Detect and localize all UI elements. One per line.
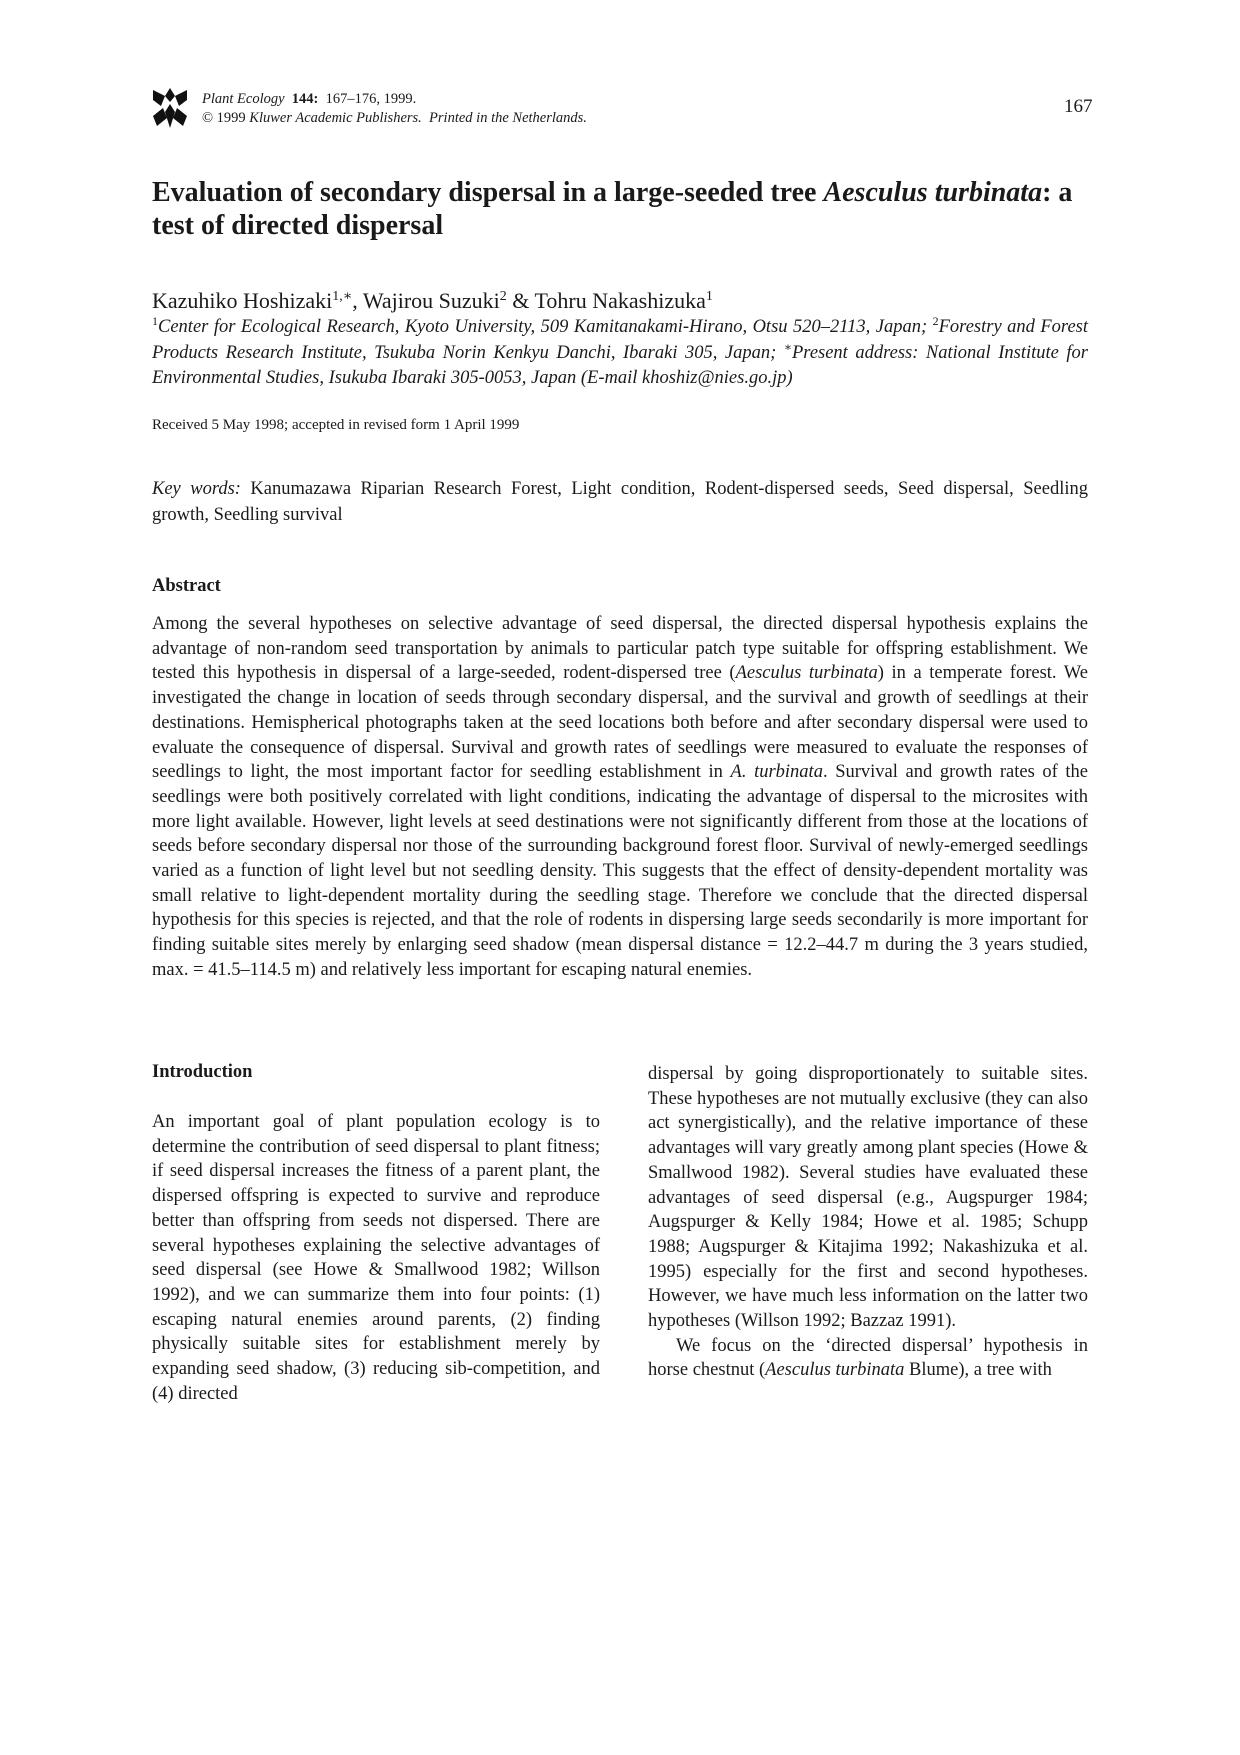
abstract-text-2: ) in a temperate forest. We investigated the change in location of seeds through secondary dispersal, and the survival and growth of seedlings at their destinations. Hemispherical photographs taken at the seed locations both before and after secondary dispersal were used to evaluate the consequence of dispersal. Survival and growth rates of seedlings were measured to evaluate the responses of seedlings to light, the most important factor for seedling establishment in xyxy=(152,663,1088,783)
author-1-marker: 1,∗ xyxy=(332,289,353,304)
author-separator: & xyxy=(506,288,535,313)
affiliation-1-marker: 1 xyxy=(152,314,158,328)
abstract-species-2: A. turbinata xyxy=(730,762,823,783)
journal-line-1 xyxy=(202,90,587,109)
author-2-marker: 2 xyxy=(499,289,507,304)
received-date: Received 5 May 1998; accepted in revised form 1 April 1999 xyxy=(152,417,520,433)
journal-citation xyxy=(202,90,587,128)
introduction-right-column xyxy=(648,1062,1088,1383)
printed-in: Printed in the Netherlands. xyxy=(429,110,587,126)
journal-name: Plant Ecology xyxy=(202,91,285,107)
title-part-2: : a test of directed dispersal xyxy=(152,177,1073,241)
affiliation-2: Forestry and Forest Products Research Institute, Tsukuba Norin Kenkyu Danchi, Ibaraki 305, Japan; xyxy=(152,317,1088,363)
journal-volume: 144: xyxy=(291,91,319,107)
journal-line-2 xyxy=(202,109,587,128)
author-3-marker: 1 xyxy=(705,289,713,304)
introduction-heading: Introduction xyxy=(152,1062,253,1082)
introduction-paragraph-2 xyxy=(648,1334,1088,1383)
article-title xyxy=(152,176,1092,242)
abstract-heading: Abstract xyxy=(152,576,221,596)
keywords-label: Key words: xyxy=(152,479,241,499)
intro-para2-text-2: Blume), a tree with xyxy=(904,1360,1052,1381)
title-part-1: Evaluation of secondary dispersal in a large-seeded tree xyxy=(152,177,824,208)
keywords-text: Kanumazawa Riparian Research Forest, Light condition, Rodent-dispersed seeds, Seed dispersal, Seedling growth, Seedling survival xyxy=(152,479,1088,525)
abstract-body xyxy=(152,612,1088,983)
title-species: Aesculus turbinata xyxy=(823,177,1043,208)
introduction-left-column: An important goal of plant population ecology is to determine the contribution of seed dispersal to plant fitness; if seed dispersal increases the fitness of a parent plant, the dispersed offspring is expected to survive and reproduce better than offspring from seeds not dispersed. There are several hypotheses explaining the selective advantages of seed dispersal (see Howe & Smallwood 1982; Willson 1992), and we can summarize them into four points: (1) escaping natural enemies around parents, (2) finding physically suitable sites for establishment merely by expanding seed shadow, (3) reducing sib-competition, and (4) directed xyxy=(152,1112,600,1404)
affiliations xyxy=(152,315,1088,392)
publisher-logo-icon xyxy=(151,86,189,130)
abstract-text-3: . Survival and growth rates of the seedlings were both positively correlated with light conditions, indicating the advantage of dispersal to the microsites with more light available. However, light levels at seed destinations were not significantly different from those at the locations of seeds before secondary dispersal nor those of the surrounding background forest floor. Survival of newly-emerged seedlings varied as a function of light level but not seedling density. This suggests that the effect of density-dependent mortality was small relative to light-dependent mortality during the seedling stage. Therefore we conclude that the directed dispersal hypothesis for this species is rejected, and that the role of rodents in dispersing large seeds secondarily is more important for finding suitable sites merely by enlarging seed shadow (mean dispersal distance = 12.2–44.7 m during the 3 years studied, max. = 41.5–114.5 m) and relatively less important for escaping natural enemies. xyxy=(152,762,1089,980)
intro-para2-text-1: We focus on the ‘directed dispersal’ hypothesis in horse chestnut ( xyxy=(648,1335,1088,1381)
author-3: Tohru Nakashizuka xyxy=(534,288,706,313)
keywords xyxy=(152,477,1088,528)
affiliation-1: Center for Ecological Research, Kyoto University, 509 Kamitanakami-Hirano, Otsu 520–2113, Japan; xyxy=(158,317,933,337)
author-1: Kazuhiko Hoshizaki xyxy=(152,288,333,313)
abstract-species-1: Aesculus turbinata xyxy=(735,663,878,684)
affiliation-2-marker: 2 xyxy=(932,314,939,328)
copyright: © 1999 xyxy=(202,110,246,126)
author-separator: , xyxy=(352,288,363,313)
abstract-text-1: Among the several hypotheses on selective advantage of seed dispersal, the directed dispersal hypothesis explains the advantage of non-random seed transportation by animals to particular patch type suitable for offspring establishment. We tested this hypothesis in dispersal of a large-seeded, rodent-dispersed tree ( xyxy=(152,614,1088,684)
present-address: Present address: National Institute for Environmental Studies, Isukuba Ibaraki 305-0053, Japan (E-mail khoshiz@nies.go.jp) xyxy=(152,342,1088,388)
intro-para2-species: Aesculus turbinata xyxy=(765,1360,905,1381)
introduction-paragraph-1-continued: dispersal by going disproportionately to suitable sites. These hypotheses are not mutually exclusive (they can also act synergistically), and the relative importance of these advantages will vary greatly among plant species (Howe & Smallwood 1982). Several studies have evaluated these advantages of seed dispersal (e.g., Augspurger 1984; Augspurger & Kelly 1984; Howe et al. 1985; Schupp 1988; Augspurger & Kitajima 1992; Nakashizuka et al. 1995) especially for the first and second hypotheses. However, we have much less information on the latter two hypotheses (Willson 1992; Bazzaz 1991). xyxy=(648,1064,1088,1332)
present-address-marker: ∗ xyxy=(783,339,792,354)
page-number: 167 xyxy=(1064,96,1093,117)
journal-pages-year: 167–176, 1999. xyxy=(325,91,417,107)
author-list xyxy=(152,288,713,314)
publisher: Kluwer Academic Publishers. xyxy=(249,110,422,126)
author-2: Wajirou Suzuki xyxy=(362,288,500,313)
